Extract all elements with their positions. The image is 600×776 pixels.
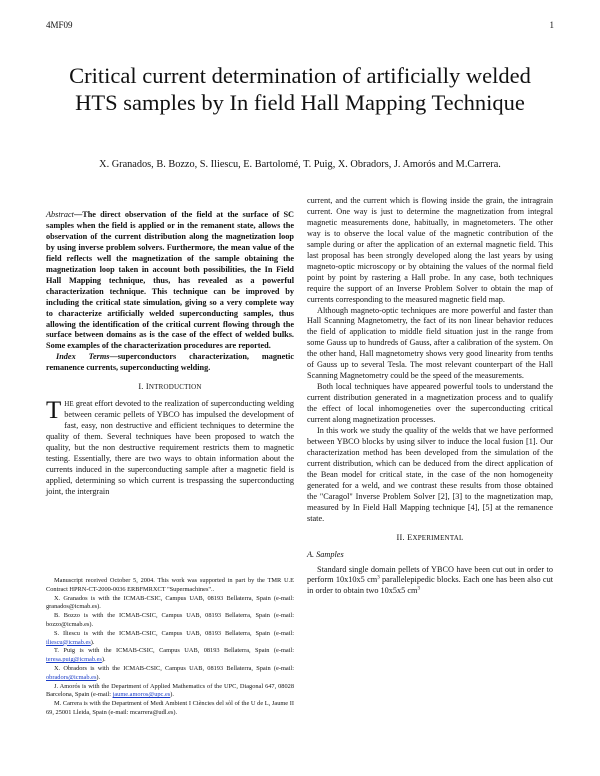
footnote-bozzo: B. Bozzo is with the ICMAB-CSIC, Campus UAB, 08193 Bellaterra, Spain (e-mail: bozzo@icmab.es).: [46, 612, 294, 628]
paper-title: Critical current determination of artificially welded HTS samples by In field Hall Mapping Technique: [69, 63, 531, 115]
right-paragraph-5: Standard single domain pellets of YBCO have been cut out in order to perform 10x10x5 $cm^3$ parallelepipedic blocks. Each one has been also cut in order to obtain two 10x5x5 $cm^3$: [307, 564, 553, 596]
author-list: X. Granados, B. Bozzo, S. Iliescu, E. Bartolomé, T. Puig, X. Obradors, J. Amorós and M.Carrera.: [99, 159, 501, 170]
abstract-dash: —: [73, 210, 83, 219]
index-terms-text: —superconductors characterization, magnetic remanence currents, superconducting welding.: [46, 352, 294, 373]
footnote-iliescu: S. Iliescu is with the ICMAB-CSIC, Campus UAB, 08193 Bellaterra, Spain (e-mail: iliescu@icmab.es).: [46, 629, 294, 646]
footnote-granados: X. Granados is with the ICMAB-CSIC, Campus UAB, 08193 Bellaterra, Spain (e-mail: granados@icmab.es).: [46, 594, 294, 611]
footnote-puig: T. Puig is with the ICMAB-CSIC, Campus UAB, 08193 Bellaterra, Spain (e-mail: teresa.puig@icmab.es).: [46, 647, 294, 664]
email-link-iliescu[interactable]: iliescu@icmab.es: [46, 638, 91, 646]
section-heading-introduction: I. INTRODUCTION: [138, 382, 202, 392]
footnotes: [46, 577, 294, 718]
abstract: [46, 210, 294, 352]
paper-code: 4MF09: [46, 20, 73, 30]
footnote-manuscript: Manuscript received October 5, 2004. This work was supported in part by the TMR U.E Contract HPRN-CT-2000-0036 ERBFMRXCT "Supermachines"..: [46, 577, 294, 593]
left-column: [46, 210, 294, 498]
index-terms-label: Index Terms: [56, 352, 110, 362]
footnote-obradors: X. Obradors is with the ICMAB-CSIC, Campus UAB, 08193 Bellaterra, Spain (e-mail: obradors@icmab.es).: [46, 664, 294, 681]
intro-paragraph: [46, 399, 294, 498]
email-link-puig[interactable]: teresa.puig@icmab.es: [46, 656, 102, 664]
section-heading-experimental: II. EXPERIMENTAL: [396, 532, 464, 542]
subsection-heading-samples: A. Samples: [307, 549, 344, 559]
drop-cap: T: [46, 397, 62, 425]
page-header: [46, 20, 554, 30]
abstract-label: Abstract: [46, 210, 74, 219]
page-number: 1: [549, 20, 554, 30]
right-paragraph-3: Both local techniques have appeared powerful tools to understand the current distribution generated in a magnetization process and to qualify the effect of local inhomogeneties over the superconducting critical current along magnetization processes.: [307, 382, 553, 425]
right-column: [307, 196, 553, 597]
email-link-obradors[interactable]: obradors@icmab.es: [46, 673, 97, 681]
footnote-amoros: J. Amorós is with the Department of Applied Mathematics of the UPC, Diagonal 647, 08028 Barcelona, Spain (e-mail: jaume.amoros@upc.es).: [46, 682, 294, 699]
intro-smallcaps: HE: [64, 400, 74, 409]
index-terms: [46, 352, 294, 374]
abstract-text: The direct observation of the field at the surface of SC samples when the field is applied or in the remanent state, allows the observation of the current distribution along the magnetization loop by using inverse problem solvers. Furthermore, the mean value of the field reflects well the magnetization of the sample obtaining the magnetization loop taken in account both possibilities, the In Field Hall Mapping technique, thus, has revealed as a powerful characterization technique. This technique can be improved by including the critical state simulation, giving so a very complete way to characterize artificially welded superconducting samples, thus allowing the identification of the critical current flowing through the surface between domains as is the case of the effect of welded bulks. Some examples of the characterization procedures are reported.: [46, 210, 294, 351]
footnote-carrera: M. Carrera is with the Department of Medi Ambient I Ciències del sòl of the U de L, Jaume II 69, 25001 Lleida, Spain (e-mail: mcarrera@udl.es).: [46, 700, 294, 716]
right-paragraph-1: current, and the current which is flowing inside the grain, the intragrain current. One way is just to determine the magnetization from integral magnetic measurements done, habitually, in magnetometers. The other way is to observe the local value of the magnetic contribution of the sample during or after the application of an external magnetic field. This last proposal has been strongly developed along the last years by using magneto-optic microscopy or by obtaining the values of the normal field point by point by rastering a Hall probe. In any case, both techniques require the support of an Inverse Problem Solver to obtain the map of currents corresponding to the measured magnetic field map.: [307, 196, 553, 304]
intro-text: great effort devoted to the realization of superconducting welding between ceramic pellets of YBCO has impulsed the development of fast, easy, non destructive and efficient techniques to determine the quality of them. Several techniques have been proposed to watch the quality, but the non destructive requirement restricts them to magnetic testing. Essentially, there are two ways to obtain information about the currents induced in the superconducting sample after a magnetic field is applied, determining so which current is trespassing the superconducting joint, the intergrain: [46, 399, 295, 496]
email-link-amoros[interactable]: jaume.amoros@upc.es: [112, 691, 171, 699]
right-paragraph-2: Although magneto-optic techniques are more powerful and faster than Hall Scanning Magnetometry, the fact of its non linear behavior reduces the field of application to middle field situation just in the range from some Gauss up to hundreds of Gauss, after a calibration of the system. On the other hand, Hall magnetometry shows very good linearity from tenths of Gauss up to several Tesla. The most relevant counterpart of the Hall Scanning Magnetometry could be the speed of the measurements.: [307, 305, 553, 381]
right-paragraph-4: In this work we study the quality of the welds that we have performed between YBCO blocks by using silver to induce the local fusion [1]. Our characterization method has been developed from the simulation of the current distribution, which can be deduced from the direct application of the Bean model for critical state, in the case of the non homogeneity generated for a weld, and we contrast these results from those obtained the "Caragol" Inverse Problem Solver [2], [3] to the magnetization map, measured by In Field Hall Mapping technique [4], [5] at the remanence state.: [307, 426, 553, 523]
